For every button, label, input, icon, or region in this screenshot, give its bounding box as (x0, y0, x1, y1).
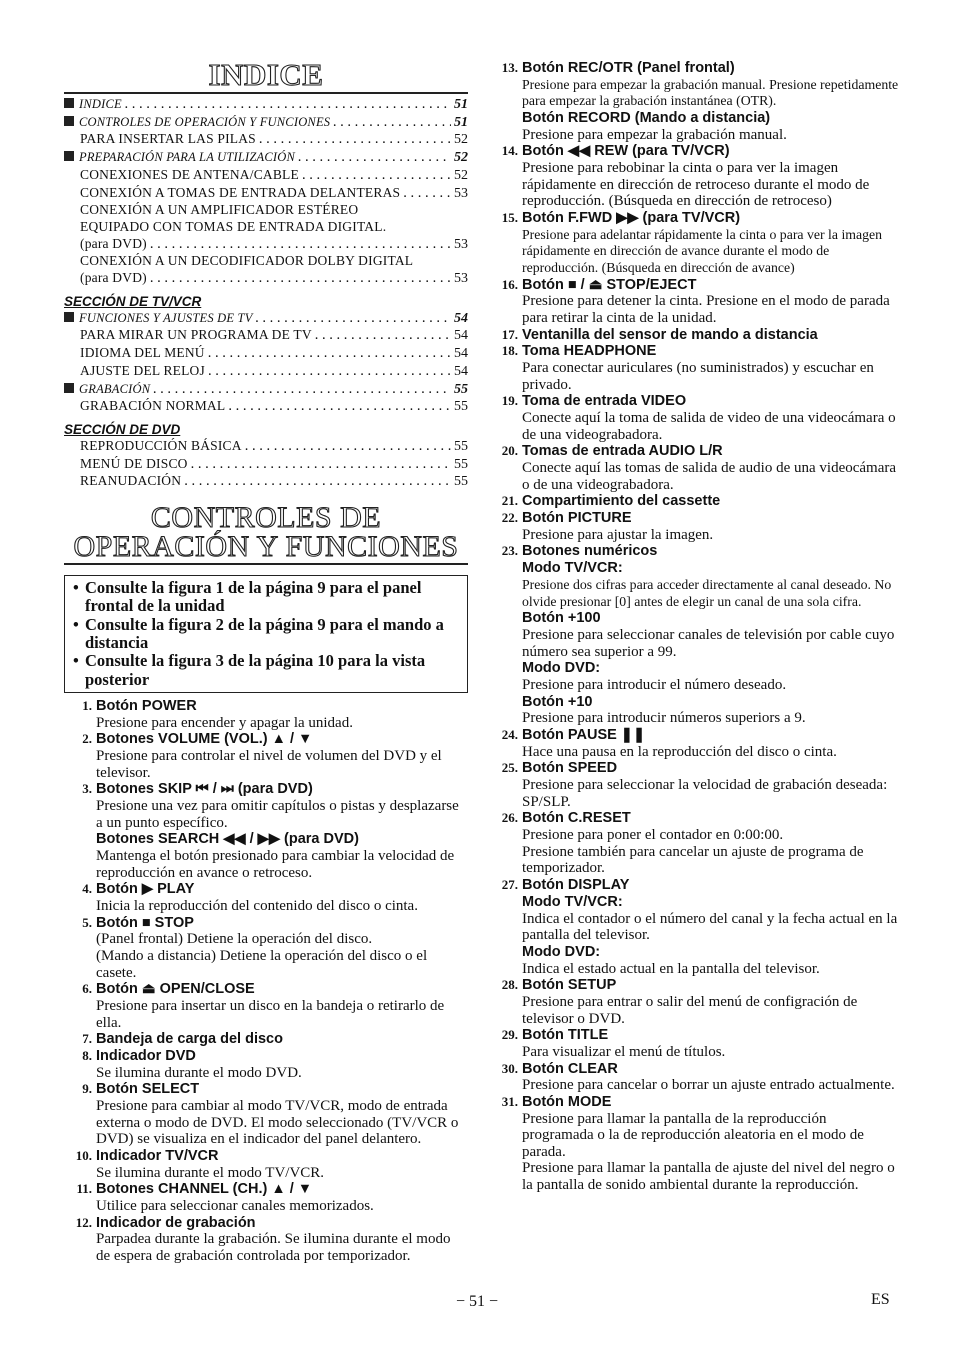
toc-entry-label: CONEXIÓN A UN DECODIFICADOR DOLBY DIGITAL (80, 253, 414, 269)
item-description: Mantenga el botón presionado para cambiar la velocidad de reproducción en avance o retroceso. (96, 848, 455, 881)
toc-entry (64, 149, 468, 167)
item-body (96, 1148, 468, 1181)
toc-entry (64, 381, 468, 399)
toc-entry (64, 185, 468, 203)
toc-leader-dots (315, 327, 451, 344)
item-heading: Botón SELECT (96, 1081, 200, 1098)
toc-entry-label: (para DVD) (80, 270, 147, 286)
item-number: 30. (501, 1060, 518, 1076)
item-description: Inicia la reproducción del contenido del disco o cinta. (96, 897, 418, 914)
control-item (490, 877, 900, 977)
toc-page-number: 52 (454, 167, 468, 183)
item-description: Se ilumina durante el modo DVD. (96, 1064, 302, 1081)
item-number: 12. (75, 1214, 92, 1230)
toc-entry (64, 363, 468, 381)
item-number: 29. (501, 1027, 518, 1043)
toc-entry (64, 96, 468, 114)
item-body (522, 1094, 900, 1194)
item-description: Presione para cancelar o borrar un ajuste entrado actualmente. (522, 1077, 895, 1094)
bullet-dot-icon: • (73, 614, 79, 634)
item-heading: Indicador TV/VCR (96, 1147, 219, 1164)
control-item (490, 543, 900, 727)
item-heading: Botón C.RESET (522, 810, 631, 827)
item-number: 20. (501, 443, 518, 459)
item-heading: Botón ■ STOP (96, 914, 194, 931)
item-heading: Botones SEARCH ◀◀ / ▶▶ (para DVD) (96, 831, 359, 848)
item-heading: Toma HEADPHONE (522, 343, 657, 360)
item-number: 2. (82, 731, 92, 747)
item-number: 19. (501, 393, 518, 409)
item-heading: Ventanilla del sensor de mando a distancia (522, 326, 818, 343)
item-body (96, 915, 468, 982)
control-item (490, 1094, 900, 1194)
item-heading: Botón PICTURE (522, 510, 632, 527)
item-description: Presione también para cancelar un ajuste de programa de temporizador. (522, 843, 864, 877)
control-item (490, 343, 900, 393)
toc-entry-label: REANUDACIÓN (80, 473, 182, 489)
control-item (490, 143, 900, 210)
item-number: 10. (75, 1147, 92, 1163)
toc-page-number: 53 (454, 236, 468, 252)
item-heading: Botón +10 (522, 693, 593, 710)
toc-entry-label: PREPARACIÓN PARA LA UTILIZACIÓN (79, 150, 296, 165)
item-description: Indica el contador o el número del canal y la fecha actual en la pantalla del televisor. (522, 910, 898, 944)
toc-leader-dots (153, 381, 451, 398)
item-number: 6. (82, 981, 92, 997)
control-item (64, 1148, 468, 1181)
item-number: 24. (501, 727, 518, 742)
left-column (64, 57, 468, 1265)
control-item (490, 760, 900, 810)
item-body (96, 1031, 468, 1048)
toc-leader-dots (298, 149, 451, 166)
toc-entry-label: MENÚ DE DISCO (80, 455, 188, 471)
control-item (490, 60, 900, 143)
item-number: 26. (501, 810, 518, 826)
item-number: 14. (501, 143, 518, 159)
item-heading: Modo DVD: (522, 660, 601, 677)
item-body (522, 277, 900, 327)
toc-leader-dots (125, 96, 451, 113)
item-heading: Botón ◀◀ REW (para TV/VCR) (522, 143, 730, 160)
control-item (490, 443, 900, 493)
item-number: 28. (501, 977, 518, 993)
control-item (490, 1061, 900, 1094)
item-heading: Botón MODE (522, 1093, 612, 1110)
bullet-square-icon (64, 116, 74, 126)
toc-entry (64, 310, 468, 328)
toc-entry-label: FUNCIONES Y AJUSTES DE TV (79, 310, 253, 325)
item-heading: Indicador de grabación (96, 1214, 256, 1231)
control-item (64, 1031, 468, 1048)
item-body (522, 493, 900, 510)
item-heading: Botón REC/OTR (Panel frontal) (522, 60, 735, 76)
toc-leader-dots (150, 236, 451, 253)
item-heading: Botón RECORD (Mando a distancia) (522, 109, 771, 126)
bullet-dot-icon: • (73, 578, 79, 598)
toc-page-number: 52 (454, 150, 468, 166)
item-heading: Compartimiento del cassette (522, 493, 721, 510)
item-heading: Botón TITLE (522, 1027, 609, 1044)
item-description: Presione para rebobinar la cinta o para ver la imagen rápidamente en dirección de retroceso durante el modo de reproducción. (Búsqueda en dirección de retroceso) (522, 160, 870, 210)
item-number: 3. (82, 781, 92, 797)
item-body (522, 327, 900, 344)
item-heading: Botón SPEED (522, 760, 618, 777)
toc-entry-continued (64, 270, 468, 288)
bullet-square-icon (64, 383, 74, 393)
item-body (522, 727, 900, 760)
item-body (522, 510, 900, 543)
item-description: Presione para seleccionar la velocidad de grabación deseada: SP/SLP. (522, 777, 888, 810)
item-description: (Mando a distancia) Detiene la operación del disco o el casete. (96, 947, 428, 981)
toc-entry (64, 167, 468, 185)
item-heading: Modo TV/VCR: (522, 893, 623, 910)
toc-page-number: 55 (454, 456, 468, 472)
item-description: Presione para adelantar rápidamente la cinta o para ver la imagen rápidamente en dirección de avance durante el modo de reproducción. (Búsqueda en dirección de avance) (522, 226, 883, 275)
item-description: Presione para empezar la grabación manual. (522, 126, 787, 143)
toc-page-number: 53 (454, 271, 468, 287)
toc-entry-label: IDIOMA DEL MENÚ (80, 345, 205, 361)
item-body (96, 881, 468, 914)
toc-entry (64, 345, 468, 363)
toc-leader-dots (150, 270, 451, 287)
item-description: Presione para ajustar la imagen. (522, 526, 714, 543)
item-description: Presione para entrar o salir del menú de configración de televisor o DVD. (522, 993, 858, 1027)
toc-leader-dots (333, 114, 451, 131)
item-body (522, 1027, 900, 1060)
item-heading: Botón POWER (96, 697, 197, 714)
control-item (64, 1048, 468, 1081)
toc-page-number: 55 (454, 474, 468, 490)
item-heading: Botón PAUSE ❚❚ (522, 727, 646, 743)
toc-entry-label: AJUSTE DEL RELOJ (80, 362, 205, 378)
item-number: 9. (82, 1081, 92, 1097)
control-item (64, 781, 468, 881)
items-list-left (64, 698, 468, 1265)
item-body (522, 210, 900, 277)
controls-title-line1: CONTROLES DE (150, 501, 382, 535)
toc-leader-dots (256, 310, 451, 327)
item-description: Presione para introducir el número deseado. (522, 677, 787, 694)
item-body (522, 877, 900, 977)
item-number: 13. (501, 60, 518, 75)
item-number: 4. (82, 881, 92, 897)
item-description: Presione para encender y apagar la unidad. (96, 714, 353, 731)
control-item (490, 810, 900, 877)
item-heading: Botones numéricos (522, 543, 658, 560)
control-item (64, 881, 468, 914)
item-body (96, 981, 468, 1031)
reference-note (73, 579, 459, 616)
toc-main (64, 96, 468, 288)
controls-title (64, 501, 468, 564)
control-item (490, 1027, 900, 1060)
toc-entry-label: PARA MIRAR UN PROGRAMA DE TV (80, 327, 312, 343)
item-body (96, 1215, 468, 1265)
item-heading: Botón SETUP (522, 977, 617, 994)
toc-leader-dots (302, 167, 451, 184)
right-column (490, 60, 900, 1194)
control-item (64, 1181, 468, 1214)
item-number: 5. (82, 914, 92, 930)
control-item (64, 915, 468, 982)
item-body (522, 977, 900, 1027)
bullet-square-icon (64, 312, 74, 322)
toc-entry-label: CONEXIÓN A TOMAS DE ENTRADA DELANTERAS (80, 184, 401, 200)
toc-entry-label: CONEXIONES DE ANTENA/CABLE (80, 166, 299, 182)
toc-entry (64, 438, 468, 456)
toc-leader-dots (228, 398, 451, 415)
item-heading: Botón CLEAR (522, 1060, 618, 1077)
item-heading: Modo TV/VCR: (522, 560, 623, 577)
item-description: Presione una vez para omitir capítulos o pistas y desplazarse a un punto específico. (96, 798, 459, 831)
item-number: 1. (82, 697, 92, 713)
item-number: 18. (501, 343, 518, 359)
item-description: Presione para llamar la pantalla de ajuste del nivel del negro o la pantalla de sonido ambiental durante la reproducción. (522, 1160, 895, 1194)
item-heading: Botón DISPLAY (522, 876, 630, 893)
item-body (96, 1181, 468, 1214)
control-item (490, 493, 900, 510)
toc-leader-dots (208, 345, 451, 362)
item-body (96, 781, 468, 881)
item-heading: Botón +100 (522, 610, 601, 627)
page-number: − 51 − (455, 1293, 499, 1310)
control-item (490, 210, 900, 277)
control-item (490, 977, 900, 1027)
item-body (522, 810, 900, 877)
item-body (96, 1081, 468, 1148)
toc-entry-label: GRABACIÓN (79, 381, 151, 396)
item-body (522, 443, 900, 493)
toc-entry-label: INDICE (79, 97, 122, 111)
toc-entry-label: GRABACIÓN NORMAL (80, 398, 226, 414)
toc-page-number: 55 (454, 438, 468, 454)
item-description: Para conectar auriculares (no suministrados) y escuchar en privado. (522, 360, 874, 393)
item-body (522, 60, 900, 143)
language-code: ES (871, 1291, 890, 1308)
toc-page-number: 54 (454, 328, 468, 344)
item-number: 11. (76, 1181, 92, 1197)
toc-entry-label: CONEXIÓN A UN AMPLIFICADOR ESTÉREO (80, 202, 359, 218)
control-item (64, 1215, 468, 1265)
item-heading: Indicador DVD (96, 1047, 196, 1064)
item-number: 15. (501, 209, 518, 225)
item-description: Presione para poner el contador en 0:00:00. (522, 827, 784, 844)
section-tv-heading: SECCIÓN DE TV/VCR (64, 293, 202, 309)
control-item (64, 981, 468, 1031)
item-heading: Botón ▶ PLAY (96, 881, 195, 898)
item-description: Para visualizar el menú de títulos. (522, 1043, 726, 1060)
item-body (96, 731, 468, 781)
item-heading: Botones CHANNEL (CH.) ▲ / ▼ (96, 1181, 313, 1198)
item-body (522, 143, 900, 210)
item-heading: Botones SKIP ⏮ / ⏭ (para DVD) (96, 781, 313, 798)
item-heading: Botón F.FWD ▶▶ (para TV/VCR) (522, 209, 741, 226)
item-description: Utilice para seleccionar canales memorizados. (96, 1198, 374, 1215)
item-description: Presione dos cifras para acceder directamente al canal deseado. No olvide presionar [0] antes de elegir un canal de una sola cifra. (522, 577, 892, 609)
toc-dvd (64, 438, 468, 491)
item-description: Presione para controlar el nivel de volumen del DVD y el televisor. (96, 748, 442, 781)
toc-entry (64, 398, 468, 416)
item-number: 27. (501, 876, 518, 892)
item-description: (Panel frontal) Detiene la operación del disco. (96, 931, 373, 948)
toc-leader-dots (208, 363, 451, 380)
item-number: 23. (501, 543, 518, 559)
toc-entry (64, 114, 468, 132)
toc-entry (64, 131, 468, 149)
toc-entry-label: (para DVD) (80, 235, 147, 251)
toc-page-number: 54 (454, 363, 468, 379)
item-heading: Botón ■ / ⏏ STOP/EJECT (522, 276, 697, 293)
controls-title-line2: OPERACIÓN Y FUNCIONES (73, 530, 459, 564)
reference-note-text: Consulte la figura 3 de la página 10 para la vista posterior (85, 651, 426, 689)
item-description: Parpadea durante la grabación. Se ilumina durante el modo de espera de grabación controlada por temporizador. (96, 1231, 451, 1265)
item-heading: Tomas de entrada AUDIO L/R (522, 443, 723, 460)
item-number: 25. (501, 760, 518, 776)
toc-entry (64, 327, 468, 345)
item-number: 8. (82, 1047, 92, 1063)
toc-entry-label: PARA INSERTAR LAS PILAS (80, 131, 256, 147)
bullet-dot-icon: • (73, 651, 79, 671)
item-number: 31. (501, 1093, 518, 1109)
reference-note-text: Consulte la figura 1 de la página 9 para el panel frontal de la unidad (85, 578, 422, 616)
toc-page-number: 54 (454, 310, 468, 326)
control-item (490, 727, 900, 760)
toc-entry (64, 456, 468, 474)
toc-entry (64, 253, 468, 270)
toc-page-number: 52 (454, 132, 468, 148)
reference-note-text: Consulte la figura 2 de la página 9 para el mando a distancia (85, 614, 444, 652)
control-item (490, 277, 900, 327)
toc-leader-dots (245, 438, 451, 455)
item-body (522, 393, 900, 443)
bullet-square-icon (64, 98, 74, 108)
item-heading: Bandeja de carga del disco (96, 1031, 283, 1048)
control-item (490, 327, 900, 344)
item-body (522, 1061, 900, 1094)
item-heading: Botón ⏏ OPEN/CLOSE (96, 981, 255, 998)
item-number: 21. (501, 493, 518, 509)
toc-entry-label: CONTROLES DE OPERACIÓN Y FUNCIONES (79, 114, 331, 129)
item-description: Presione para introducir números superiors a 9. (522, 710, 806, 727)
control-item (490, 393, 900, 443)
item-description: Indica el estado actual en la pantalla del televisor. (522, 960, 820, 977)
toc-leader-dots (191, 456, 451, 473)
toc-leader-dots (259, 131, 451, 148)
item-body (522, 343, 900, 393)
control-item (490, 510, 900, 543)
item-description: Presione para empezar la grabación manual. Presione repetidamente para empezar la grabación instantánea (OTR). (522, 76, 899, 109)
toc-page-number: 51 (454, 114, 468, 130)
toc-leader-dots (403, 185, 451, 202)
reference-note (73, 652, 459, 689)
toc-leader-dots (184, 473, 451, 490)
section-dvd-heading: SECCIÓN DE DVD (64, 421, 181, 437)
item-number: 17. (501, 326, 518, 342)
toc-entry-label: REPRODUCCIÓN BÁSICA (80, 437, 242, 453)
item-body (522, 760, 900, 810)
toc-entry-continued (64, 236, 468, 254)
reference-note (73, 616, 459, 653)
items-list-right (490, 60, 900, 1194)
controls-rule (64, 563, 468, 565)
toc-page-number: 51 (454, 97, 468, 112)
item-heading: Botones VOLUME (VOL.) ▲ / ▼ (96, 731, 313, 748)
control-item (64, 731, 468, 781)
item-heading: Toma de entrada VIDEO (522, 393, 687, 410)
item-description: Se ilumina durante el modo TV/VCR. (96, 1164, 325, 1181)
control-item (64, 698, 468, 731)
toc-page-number: 55 (454, 381, 468, 397)
item-description: Presione para insertar un disco en la bandeja o retirarlo de ella. (96, 997, 445, 1031)
item-description: Presione para seleccionar canales de televisión por cable cuyo número sea superior a 99. (522, 627, 895, 660)
title-rule (64, 92, 468, 94)
bullet-square-icon (64, 151, 74, 161)
item-description: Presione para detener la cinta. Presione en el modo de parada para retirar la cinta de la unidad. (522, 293, 890, 326)
item-number: 22. (501, 510, 518, 526)
item-number: 16. (501, 276, 518, 292)
item-number: 7. (82, 1031, 92, 1047)
control-item (64, 1081, 468, 1148)
reference-box (64, 575, 468, 693)
item-description: Presione para llamar la pantalla de la reproducción programada o la de reproducción aleatoria en el modo de parada. (522, 1110, 864, 1160)
item-heading: Modo DVD: (522, 943, 601, 960)
indice-title: INDICE (208, 57, 324, 92)
toc-entry (64, 202, 468, 219)
item-body (522, 543, 900, 727)
toc-entry (64, 473, 468, 491)
toc-entry-continued: EQUIPADO CON TOMAS DE ENTRADA DIGITAL. (80, 218, 387, 234)
toc-page-number: 53 (454, 185, 468, 201)
item-description: Conecte aquí la toma de salida de video de una videocámara o de una videograbadora. (522, 410, 896, 443)
item-body (96, 698, 468, 731)
item-description: Hace una pausa en la reproducción del disco o cinta. (522, 743, 837, 760)
toc-tv (64, 310, 468, 416)
item-description: Presione para cambiar al modo TV/VCR, modo de entrada externa o modo de DVD. El modo seleccionado (TV/VCR o DVD) se visualiza en el indicador del panel delantero. (96, 1098, 459, 1148)
toc-page-number: 55 (454, 399, 468, 415)
item-description: Conecte aquí las tomas de salida de audio de una videocámara o de una videograbadora. (522, 460, 897, 493)
toc-page-number: 54 (454, 346, 468, 362)
item-body (96, 1048, 468, 1081)
